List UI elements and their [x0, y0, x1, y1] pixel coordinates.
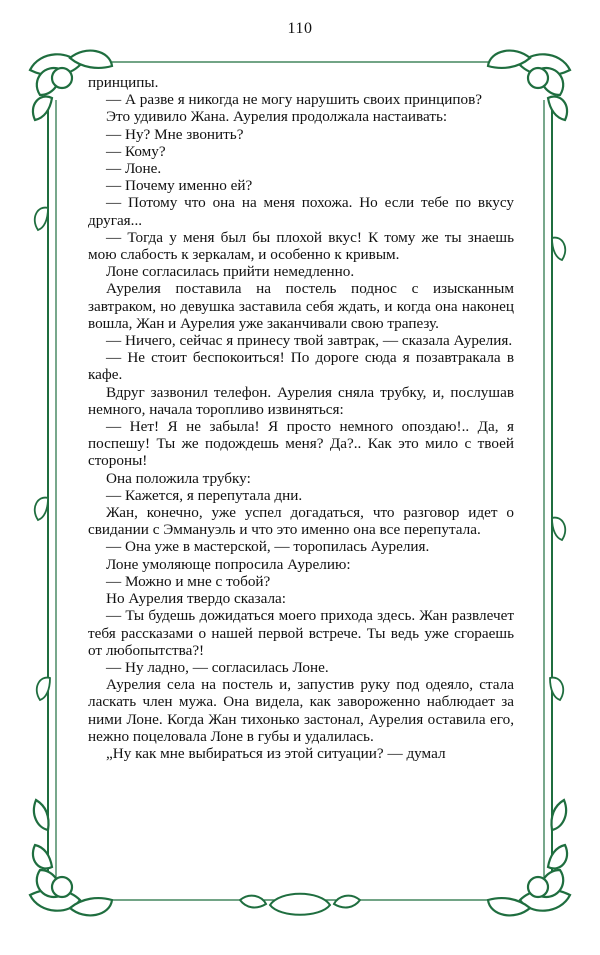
paragraph: — Кажется, я перепутала дни. [106, 486, 303, 504]
paragraph: принципы. [88, 74, 159, 91]
paragraph: — Потому что она на меня похожа. Но если тебе по вкусу другая... [88, 194, 514, 229]
paragraph: — Лоне. [106, 160, 162, 178]
paragraph: — Ну ладно, — согласилась Лоне. [106, 658, 329, 676]
paragraph: Это удивило Жана. Аурелия продолжала настаивать: [106, 108, 448, 126]
paragraph: Лоне согласилась прийти немедленно. [106, 263, 355, 281]
paragraph: — Можно и мне с тобой? [106, 572, 271, 590]
paragraph: — Она уже в мастерской, — торопилась Аурелия. [106, 538, 430, 556]
corner-ornament-bottom-right [488, 800, 570, 915]
paragraph: — Ничего, сейчас я принесу твой завтрак, — сказала Аурелия. [106, 332, 513, 350]
paragraph: — Ты будешь дожидаться моего прихода здесь. Жан развлечет тебя рассказами о нашей первой встрече. Ты ведь уже сгораешь от любопытства?! [88, 607, 514, 659]
paragraph: Аурелия поставила на постель поднос с изысканным завтраком, но девушка заставила себя ждать, и когда она наконец вошла, Жан и Аурелия уже заканчивали свою трапезу. [88, 280, 514, 332]
body-text [88, 74, 514, 762]
paragraph: — Почему именно ей? [106, 177, 253, 195]
paragraph: — Кому? [106, 142, 166, 160]
paragraph: — Нет! Я не забыла! Я просто немного опоздаю!.. Да, я поспешу! Ты же подождешь меня? Да?.. Как это мило с твоей стороны! [88, 418, 514, 470]
corner-ornament-bottom-left [30, 800, 112, 915]
paragraph: Аурелия села на постель и, запустив руку под одеяло, стала ласкать член мужа. Она видела, как завороженно наблюдает за ними Лоне. Когда Жан тихонько застонал, Аурелия оставила его, нежно поцеловала Лоне в губы и удалилась. [88, 676, 514, 745]
paragraph: Но Аурелия твердо сказала: [106, 590, 287, 608]
paragraph: Жан, конечно, уже успел догадаться, что разговор идет о свидании с Эммануэль и что это именно она все перепутала. [88, 504, 514, 539]
paragraph: — Не стоит беспокоиться! По дороге сюда я позавтракала в кафе. [88, 349, 514, 384]
paragraph: „Ну как мне выбираться из этой ситуации? — думал [106, 744, 446, 762]
paragraph: Лоне умоляюще попросила Аурелию: [106, 555, 351, 573]
paragraph: — А разве я никогда не могу нарушить своих принципов? [106, 91, 482, 109]
page-number: 110 [287, 20, 313, 37]
paragraph: Вдруг зазвонил телефон. Аурелия сняла трубку, и, послушав немного, начала торопливо извиняться: [88, 383, 514, 418]
paragraph: Она положила трубку: [106, 469, 251, 487]
paragraph: — Тогда у меня был бы плохой вкус! К тому же ты знаешь мою слабость к зеркалам, и особенно к кривым. [88, 228, 514, 264]
bottom-center-ornament [240, 894, 360, 915]
paragraph: — Ну? Мне звонить? [106, 125, 244, 143]
